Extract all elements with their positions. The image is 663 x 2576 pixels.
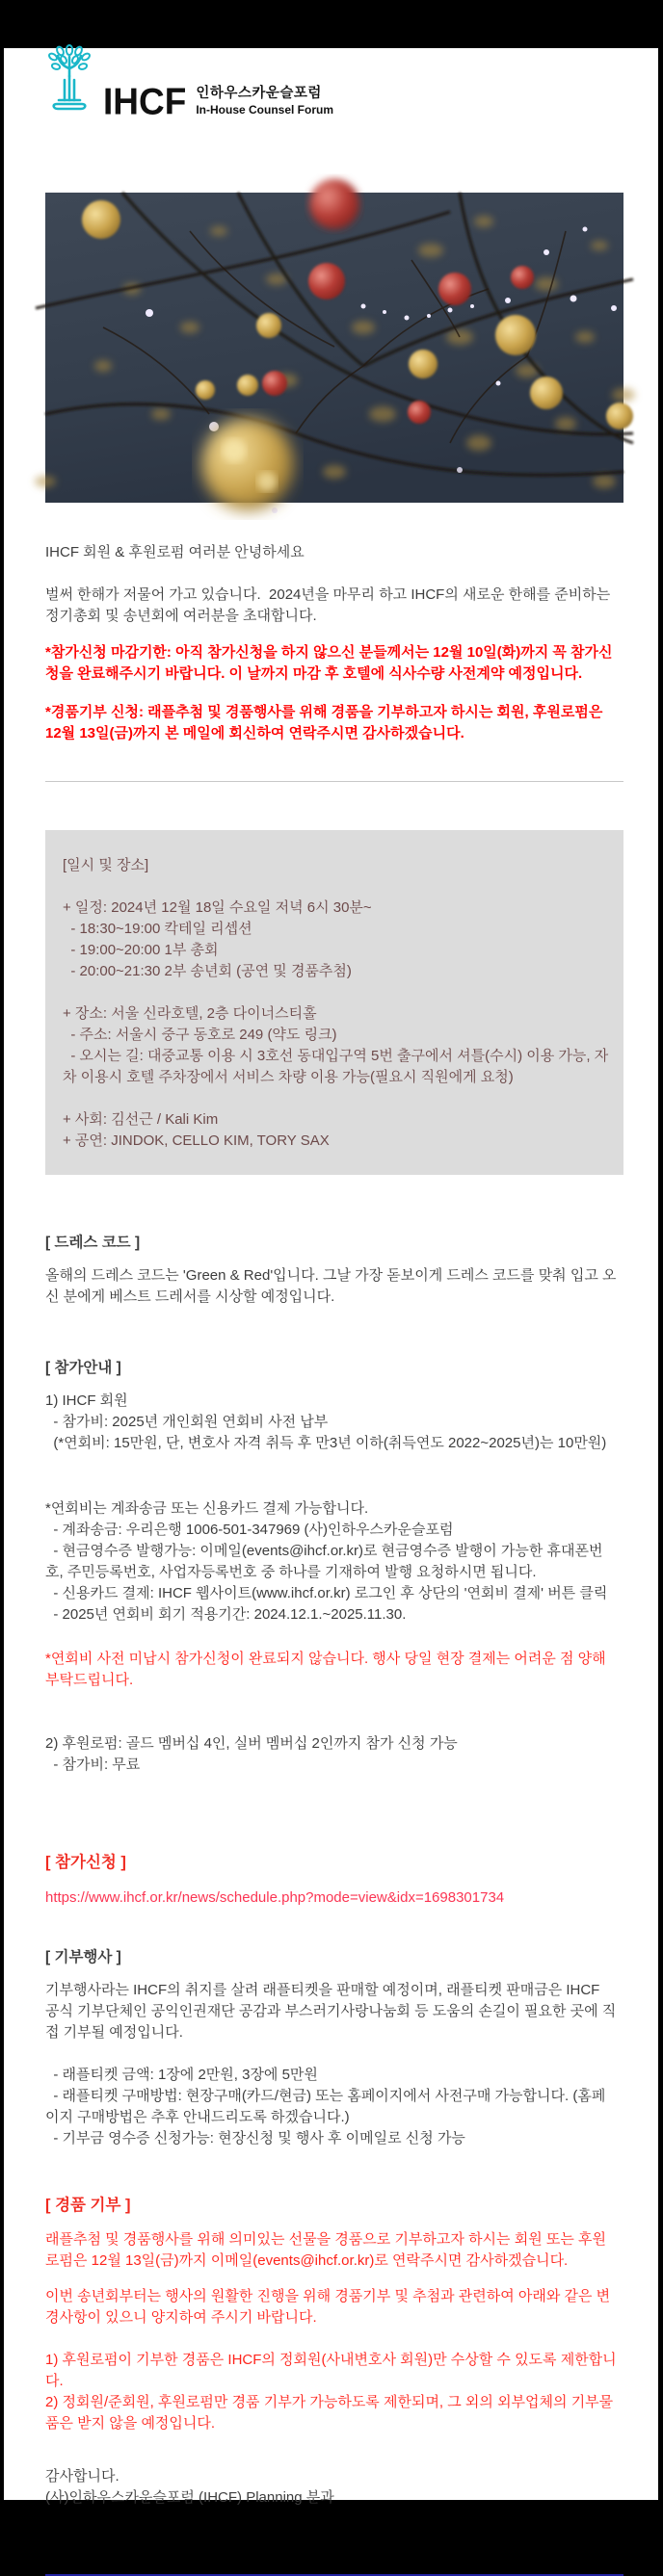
dress-code-title: [ 드레스 코드 ] <box>45 1235 141 1251</box>
payment-method-list <box>45 1498 617 1626</box>
prize-change-paragraph: 이번 송년회부터는 행사의 원활한 진행을 위해 경품기부 및 추첨과 관련하여 아래와 같은 변경사항이 있으니 양지하여 주시기 바랍니다. <box>45 2288 611 2326</box>
ihcf-tree-column-icon <box>45 43 93 117</box>
dress-code-body: 올해의 드레스 코드는 'Green & Red'입니다. 그날 가장 돋보이게 드레스 코드를 맞춰 입고 오신 분에게 베스트 드레서를 시상할 예정입니다. <box>45 1267 617 1305</box>
prize-rule: 1) 후원로펌이 기부한 경품은 IHCF의 정회원(사내변호사 회원)만 수상할 수 있도록 제한합니다. <box>45 2352 617 2389</box>
member-line: (*연회비: 15만원, 단, 변호사 자격 취득 후 만3년 이하(취득연도 2022~2025년)는 10만원) <box>45 1435 607 1451</box>
payment-line: - 계좌송금: 우리은행 1006-501-347969 (사)인하우스카운슬포럼 <box>45 1522 454 1538</box>
prize-donation-section <box>45 2192 617 2434</box>
participation-section <box>45 1356 617 1776</box>
sponsor-line: - 참가비: 무료 <box>45 1756 141 1773</box>
logo-korean-name: 인하우스카운슬포럼 <box>196 86 322 101</box>
host-line: + 사회: 김선근 / Kali Kim <box>63 1111 219 1128</box>
raffle-line: - 래플티켓 금액: 1장에 2만원, 3장에 5만원 <box>45 2067 318 2083</box>
performance-line: + 공연: JINDOK, CELLO KIM, TORY SAX <box>63 1132 330 1149</box>
raffle-line: - 래플티켓 구매방법: 현장구매(카드/현금) 또는 홈페이지에서 사전구매 가능합니다. (홈페이지 구매방법은 추후 안내드리도록 하겠습니다.) <box>45 2088 606 2125</box>
email-body <box>4 48 658 2506</box>
greeting-text: IHCF 회원 & 후원로펌 여러분 안녕하세요 <box>45 544 305 560</box>
member-line: - 참가비: 2025년 개인회원 연회비 사전 납부 <box>45 1414 329 1430</box>
logo-acronym: IHCF <box>103 80 187 122</box>
payment-line: - 신용카드 결제: IHCF 웹사이트(www.ihcf.or.kr) 로그인 후 상단의 '연회비 결제' 버튼 클릭 <box>45 1585 608 1601</box>
member-line: 1) IHCF 회원 <box>45 1392 128 1409</box>
location-line: - 오시는 길: 대중교통 이용 시 3호선 동대입구역 5번 출구에서 셔틀(수시) 이용 가능, 자차 이용시 호텔 주차장에서 서비스 차량 이용 가능(필요시 직원에게 요청) <box>63 1048 609 1085</box>
charity-title: [ 기부행사 ] <box>45 1949 121 1965</box>
intro-section <box>45 542 617 744</box>
prize-rule-list <box>45 2350 617 2434</box>
participation-title: [ 참가안내 ] <box>45 1360 121 1376</box>
gift-donation-notice: *경품기부 신청: 래플추첨 및 경품행사를 위해 경품을 기부하고자 하시는 회원, 후원로펌은 12월 13일(금)까지 본 메일에 회신하여 연락주시면 감사하겠습니다. <box>45 704 607 742</box>
location-line: + 장소: 서울 신라호텔, 2층 다이너스티홀 <box>63 1005 317 1022</box>
payment-line: *연회비는 계좌송금 또는 신용카드 결제 가능합니다. <box>45 1500 369 1517</box>
dress-code-section <box>45 1231 617 1308</box>
prize-rule: 2) 정회원/준회원, 후원로펌만 경품 기부가 가능하도록 제한되며, 그 외의 외부업체의 기부물품은 받지 않을 예정입니다. <box>45 2394 614 2432</box>
section-divider <box>45 781 623 782</box>
email-footer <box>45 2466 617 2576</box>
prepayment-warning: *연회비 사전 미납시 참가신청이 완료되지 않습니다. 행사 당일 현장 결제는 어려운 점 양해 부탁드립니다. <box>45 1651 610 1688</box>
deadline-notice: *참가신청 마감기한: 아직 참가신청을 하지 않으신 분들께서는 12월 10일(화)까지 꼭 참가신청을 완료해주시기 바랍니다. 이 날까지 마감 후 호텔에 식사수량 사전계약 예정입니다. <box>45 644 613 682</box>
payment-line: - 2025년 연회비 회기 적용기간: 2024.12.1.~2025.11.30. <box>45 1606 407 1623</box>
signature-text: (사)인하우스카운슬포럼 (IHCF) Planning 분과 <box>45 2489 334 2506</box>
schedule-line: + 일정: 2024년 12월 18일 수요일 저녁 6시 30분~ <box>63 899 372 916</box>
payment-line: - 현금영수증 발행가능: 이메일(events@ihcf.or.kr)로 현금영수증 발행이 가능한 휴대폰번호, 주민등록번호, 사업자등록번호 중 하나를 기재하여 발행 요청하시면 됩니다. <box>45 1543 603 1580</box>
charity-body: 기부행사라는 IHCF의 취지를 살려 래플티켓을 판매할 예정이며, 래플티켓 판매금은 IHCF 공식 기부단체인 공익인권재단 공감과 부스러기사랑나눔회 등 도움의 손길이 필요한 곳에 직접 기부될 예정입니다. <box>45 1982 617 2041</box>
prize-donation-paragraph: 래플추첨 및 경품행사를 위해 의미있는 선물을 경품으로 기부하고자 하시는 회원 또는 후원로펌은 12월 13일(금)까지 이메일(events@ihcf.or.kr)로 연락주시면 감사하겠습니다. <box>45 2231 606 2269</box>
raffle-ticket-list <box>45 2065 617 2149</box>
registration-title: [ 참가신청 ] <box>45 1854 126 1871</box>
hero-photo-christmas-ornaments <box>45 193 623 503</box>
logo-names <box>196 82 333 117</box>
venue-info-box <box>45 830 623 1175</box>
thanks-text: 감사합니다. <box>45 2468 119 2485</box>
registration-link[interactable]: https://www.ihcf.or.kr/news/schedule.php?mode=view&idx=1698301734 <box>45 1889 505 1906</box>
schedule-line: - 19:00~20:00 1부 총회 <box>63 942 219 958</box>
location-list <box>63 1003 612 1088</box>
raffle-line: - 기부금 영수증 신청가능: 현장신청 및 행사 후 이메일로 신청 가능 <box>45 2130 465 2147</box>
intro-paragraph: 벌써 한해가 저물어 가고 있습니다. 2024년을 마무리 하고 IHCF의 새로운 한해를 준비하는 정기총회 및 송년회에 여러분을 초대합니다. <box>45 586 615 624</box>
sponsor-line: 2) 후원로펌: 골드 멤버십 4인, 실버 멤버십 2인까지 참가 신청 가능 <box>45 1735 458 1752</box>
venue-box-title: [일시 및 장소] <box>63 857 149 873</box>
charity-section <box>45 1945 617 2149</box>
registration-section <box>45 1849 617 1909</box>
logo-english-name: In-House Counsel Forum <box>196 103 333 117</box>
prize-donation-title: [ 경품 기부 ] <box>45 2197 131 2214</box>
location-line: - 주소: 서울시 중구 동호로 249 (약도 링크) <box>63 1027 337 1043</box>
schedule-line: - 20:00~21:30 2부 송년회 (공연 및 경품추첨) <box>63 963 352 979</box>
host-performer-list <box>63 1109 612 1152</box>
sponsor-firm-list <box>45 1733 617 1776</box>
ihcf-logo <box>45 48 617 122</box>
schedule-list <box>63 898 612 982</box>
member-fee-list <box>45 1391 617 1454</box>
schedule-line: - 18:30~19:00 칵테일 리셉션 <box>63 921 252 937</box>
